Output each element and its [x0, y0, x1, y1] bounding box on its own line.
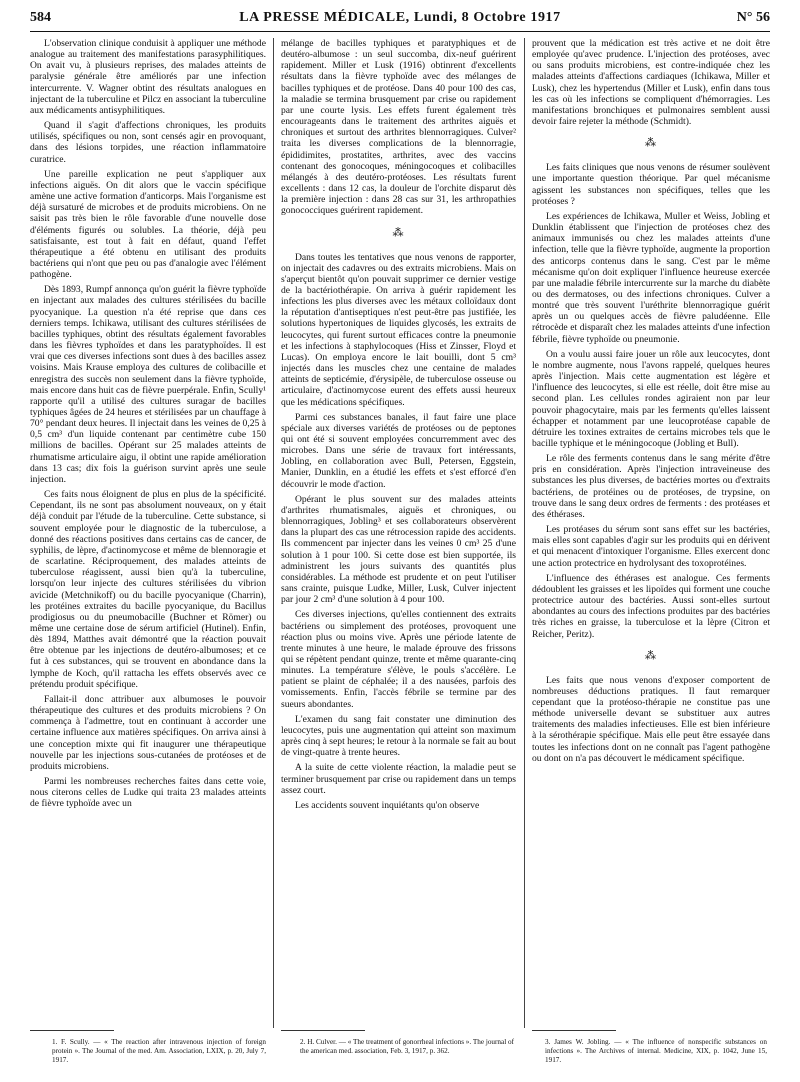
- paragraph: Parmi ces substances banales, il faut faire une place spéciale aux diverses variétés de protéoses ou de peptones qui ont été si souvent employées concurremment avec des microbes. Dans une série de travaux fort intéressants, Jobling, en collaboration avec Bull, Petersen, Eggstein, Manier, Dunklin, en a étudié les effets et s'est efforcé d'en découvrir le mode d'action.: [281, 411, 516, 490]
- paragraph: Quand il s'agit d'affections chroniques, les produits utilisés, spécifiques ou non, sont censés agir en provoquant, dans des lésions torpides, une réaction inflammatoire curatrice.: [30, 120, 266, 165]
- paragraph: Dès 1893, Rumpf annonça qu'on guérit la fièvre typhoïde en injectant aux malades des cultures stérilisées du bacille pyocyanique. La question n'a été reprise que dans ces derniers temps. Ichikawa, utilisant des cultures stérilisées de bacilles typhiques, obtint des résultats également favorables dans les fièvres typhoïdes et dans les paratyphoïdes. Il est vrai que ces diverses infections sont dues à des bacilles assez voisins. Mais Krause employa des cultures de colibacille et enregistra des succès non seulement dans la fièvre typhoïde, mais encore dans huit cas de fièvre puerpérale. Enfin, Scully¹ rapporte qu'il a utilisé des cultures suragar de bacilles typhiques âgées de 24 heures et stérilisées par un chauffage à 70° pendant deux heures. Il injectait dans les veines de 0,25 à 0,5 cm³ d'un liquide contenant par centimètre cube 150 millions de bacilles. Opérant sur 25 malades atteints de rhumatisme articulaire aigu, il obtint une rapide amélioration dans 13 cas; dix fois la guérison survint après une seule injection.: [30, 284, 266, 485]
- paragraph: Les accidents souvent inquiétants qu'on observe: [295, 799, 480, 811]
- footnote-rule: [30, 1030, 114, 1031]
- journal-title: LA PRESSE MÉDICALE, Lundi, 8 Octobre 1917: [239, 10, 561, 25]
- paragraph: Une pareille explication ne peut s'appliquer aux infections aiguës. On dit alors que le vaccin spécifique amène une active formation d'anticorps. Mais l'organisme est déjà sursaturé de microbes et de produits microbiens. On ne saisit pas très bien le rôle favorable d'une nouvelle dose d'éléments figurés ou solubles. La théorie, déjà peu satisfaisante, est tout à fait en défaut, quand l'effet thérapeutique a été obtenu en utilisant des produits bactériens qui n'ont que peu ou pas d'analogie avec l'élément pathogène.: [30, 168, 266, 281]
- paragraph: mélange de bacilles typhiques et paratyphiques et de deutéro-albumose : un seul succomba, dix-neuf guérirent rapidement. Miller et Lusk (1916) obtinrent d'excellents résultats dans la fièvre typhoïde avec des mélanges de bacilles typhiques et de protéose. Dans 40 pour 100 des cas, la maladie se termina brusquement par crise ou rapidement par une courte lysis. Les effets furent également très encourageants dans le traitement des arthrites aiguës et chroniques et surtout des arthrites blennorragiques. Culver² traita les diverses complications de la blennorragie, épididimites, prostatites, arthrites, avec des vaccins contenant des gonocoques, méningocoques et colibacilles mélangés à des deutéro-protéoses. Les résultats furent excellents : dans 12 cas, la douleur de l'orchite disparut dès la première injection : dans 28 cas sur 31, les arthropathies gonococciques guérirent rapidement.: [281, 38, 516, 217]
- column-3: [532, 38, 770, 768]
- paragraph: prouvent que la médication est très active et ne doit être employée qu'avec prudence. L'injection des protéoses, avec ou sans produits microbiens, est contre-indiquée chez les malades atteints d'affections cardiaques (Ichikawa, Miller et Lusk), chez les hypertendus (Miller et Lusk), enfin dans tous les cas où les infections se compliquent d'hémorragies. Les manifestations bronchiques et pulmonaires semblent aussi devoir faire rejeter la méthode (Schmidt).: [532, 38, 770, 128]
- section-stars: ⁂: [645, 649, 657, 662]
- footnote-1: 1. F. Scully. — « The reaction after intravenous injection of foreign protein ». The Journal of the med. Am. Association, LXIX, p. 20, July 7, 1917.: [52, 1038, 266, 1064]
- paragraph: L'examen du sang fait constater une diminution des leucocytes, puis une augmentation qui atteint son maximum après cinq à sept heures; le retour à la normale se fait au bout de vingt-quatre à trente heures.: [281, 713, 516, 759]
- column-divider-2: [524, 38, 525, 1028]
- footnote-rule: [281, 1030, 365, 1031]
- section-stars: ⁂: [392, 226, 405, 239]
- footnote-rule: [532, 1030, 616, 1031]
- paragraph: Dans toutes les tentatives que nous venons de rapporter, on injectait des cadavres ou des extraits microbiens. Mais on s'aperçut bientôt qu'on pouvait supprimer ce dernier vestige de la bactériothérapie. On arriva à guérir rapidement les infections les plus diverses avec les métaux colloïdaux dont la réputation d'antiseptiques n'est peut-être pas justifiée, les solutions hypertoniques de liquides glycosés, les extraits de leucocytes, qui furent surtout efficaces contre la pneumonie et les infections à staphylocoques (Hiss et Zinsser, Floyd et Lucas). On employa encore le lait bouilli, dont 5 cm³ injectés dans les muscles chez une centaine de malades atteints de septicémie, d'érysipèle, de tuberculose osseuse ou articulaire, d'actinomycose eurent des effets aussi heureux que les médications spécifiques.: [281, 251, 516, 408]
- paragraph: A la suite de cette violente réaction, la maladie peut se terminer brusquement par crise ou rapidement dans un temps assez court.: [281, 762, 516, 796]
- section-stars: ⁂: [645, 137, 657, 150]
- page-header: [30, 8, 770, 30]
- column-2: [281, 38, 516, 815]
- footnote-2: 2. H. Culver. — « The treatment of gonorrheal infections ». The journal of the american med. association, Feb. 3, 1917, p. 362.: [300, 1038, 514, 1055]
- paragraph: Les faits cliniques que nous venons de résumer soulèvent une importante question théorique. Par quel mécanisme agissent les substances non spécifiques, telles que les protéoses ?: [532, 162, 770, 207]
- paragraph: Ces diverses injections, qu'elles contiennent des extraits bactériens ou simplement des protéoses, provoquent une réaction plus ou moins vive. Après une période latente de trente minutes à une heure, le malade éprouve des frissons qui se répètent pendant quinze, trente et même quarante-cinq minutes. La température s'élève, le pouls s'accélère. Le patient se plaint de céphalée; il a des nausées, parfois des vomissements. Enfin, l'accès fébrile se termine par des sueurs abondantes.: [281, 609, 516, 710]
- footnote-3: 3. James W. Jobling. — « The influence of nonspecific substances on infections ». The Archives of internal. Medicine, XIX, p. 1042, June 15, 1917.: [545, 1038, 767, 1064]
- paragraph: On a voulu aussi faire jouer un rôle aux leucocytes, dont le nombre augmente, nous l'avons rappelé, quelques heures après l'injection. Mais cette augmentation est légère et l'influence des leucocytes, si elle est réelle, doit être mise au second plan. Les cellules rondes agiraient non par leur pouvoir phagocytaire, mais par les ferments qu'elles laissent échapper et notamment par une leucoprotéase capable de détruire les toxines extraites de certains microbes tels que le bacille typhique et le méningocoque (Jobling et Bull).: [532, 348, 770, 449]
- paragraph: Les protéases du sérum sont sans effet sur les bactéries, mais elles sont capables d'agir sur les produits qui en dérivent et qui menacent d'intoxiquer l'organisme. Elles exercent donc une action protectrice en hydrolysant des toxoprotéines.: [532, 524, 770, 569]
- paragraph: Les faits que nous venons d'exposer comportent de nombreuses déductions pratiques. Il faut remarquer cependant que la protéoso-thérapie ne constitue pas une méthode universelle devant se substituer aux autres traitements des maladies infectieuses. Elle est bien inférieure à la sérothérapie spécifique. Mais elle peut être essayée dans toutes les infections dont on ne connaît pas l'agent pathogène ou dont on n'a pas découvert le médicament spécifique.: [532, 674, 770, 764]
- paragraph: Opérant le plus souvent sur des malades atteints d'arthrites rhumatismales, aiguës et chroniques, ou blennorragiques, Jobling³ et ses collaborateurs observèrent dans la plupart des cas une rétrocession rapide des accidents. Ils commencent par injecter dans les veines 0 cm³ 25 d'une solution à 1 pour 100. Si cette dose est bien supportée, ils administrent les jours suivants des quantités plus considérables. La méthode est prudente et on peut l'utiliser sans crainte, puisque Ludke, Miller, Lusk, Culver injectent par jour 2 cm³ d'une solution à 4 pour 100.: [281, 493, 516, 606]
- paragraph: L'influence des éthérases est analogue. Ces ferments dédoublent les graisses et les lipoïdes qui forment une couche protectrice autour des bactéries. Aussi sont-elles surtout abondantes au cours des infections produites par des bactéries très riches en graisse, la tuberculose et la lèpre (Citron et Reicher, Peritz).: [532, 572, 770, 640]
- paragraph: L'observation clinique conduisit à appliquer une méthode analogue au traitement des manifestations parasyphilitiques. On avait vu, à plusieurs reprises, des malades atteints de paralysie générale être améliorés par une infection intercurrente. V. Wagner obtint des résultats analogues en injectant de la tuberculine et Pilcz en associant la tuberculine aux médicaments antisyphilitiques.: [30, 38, 266, 116]
- paragraph: Les expériences de Ichikawa, Muller et Weiss, Jobling et Dunklin établissent que l'injection de protéoses chez des animaux immunisés ou chez les malades atteints d'une infection, telle que la fièvre typhoïde, augmente la proportion des anticorps contenus dans le sang. C'est par le même mécanisme qu'on doit expliquer l'influence heureuse exercée par une maladie fébrile intercurrente sur la marche du diabète ou des dermatoses, ou des infections chroniques. Culver a montré que très souvent l'uréthrite blennorragique guérit après un ou quelques accès de fièvre paludéenne. Elle rétrocède et disparaît chez les malades atteints d'une infection fébrile, fièvre typhoïde ou pneumonie.: [532, 210, 770, 345]
- column-divider-1: [273, 38, 274, 1028]
- paragraph: Fallait-il donc attribuer aux albumoses le pouvoir thérapeutique des cultures et des produits microbiens ? On commença à l'admettre, tout en continuant à accorder une certaine influence aux matières spécifiques. On arriva ainsi à une conception mixte qui fit inaugurer une thérapeutique nouvelle par les injections sous-cutanées de protéoses et de produits microbiens.: [30, 693, 266, 772]
- column-1: [30, 38, 266, 813]
- issue-number: N° 56: [736, 10, 770, 25]
- paragraph: Ces faits nous éloignent de plus en plus de la spécificité. Cependant, ils ne sont pas absolument nouveaux, on y était déjà conduit par l'étude de la tuberculine. Cette substance, si souvent employée pour le diagnostic de la tuberculose, a donné des réactions positives dans certains cas de cancer, de syphilis, de lèpre, d'actinomycose et même de blennoragie et de scarlatine. Réciproquement, des malades atteints de tuberculose réagissent, aussi bien qu'à la tuberculine, lorsqu'on leur injecte des cultures stérilisées du vibrion avicide (Metchnikoff) ou du bacille pyocyanique (Charrin), les protéines extraites du bacille pyocyanique, du Bacillus prodigiosus ou du pneumobacille (Buchner et Römer) ou même une certaine dose de sérum artificiel (Hutinel). Enfin, dès 1894, Matthes avait démontré que la réaction pouvait être obtenue par les injections de deutéro-albumoses; et ce fut à ces substances, qui se trouvent en abondance dans la lymphe de Koch, qu'il rattacha les effets observés avec ce prétendu produit spécifique.: [30, 489, 266, 690]
- page-number: 584: [30, 10, 51, 25]
- paragraph: Le rôle des ferments contenus dans le sang mérite d'être pris en considération. Après l'injection intraveineuse des substances les plus diverses, de bactéries mortes ou d'extraits bactériens, de protéines ou de protéoses, de trypsine, on trouve dans le sang deux ordres de ferments : des protéases et des éthérases.: [532, 453, 770, 520]
- header-rule: [30, 31, 770, 32]
- paragraph: Parmi les nombreuses recherches faites dans cette voie, nous citerons celles de Ludke qui traita 23 malades atteints de fièvre typhoïde avec un: [30, 776, 266, 810]
